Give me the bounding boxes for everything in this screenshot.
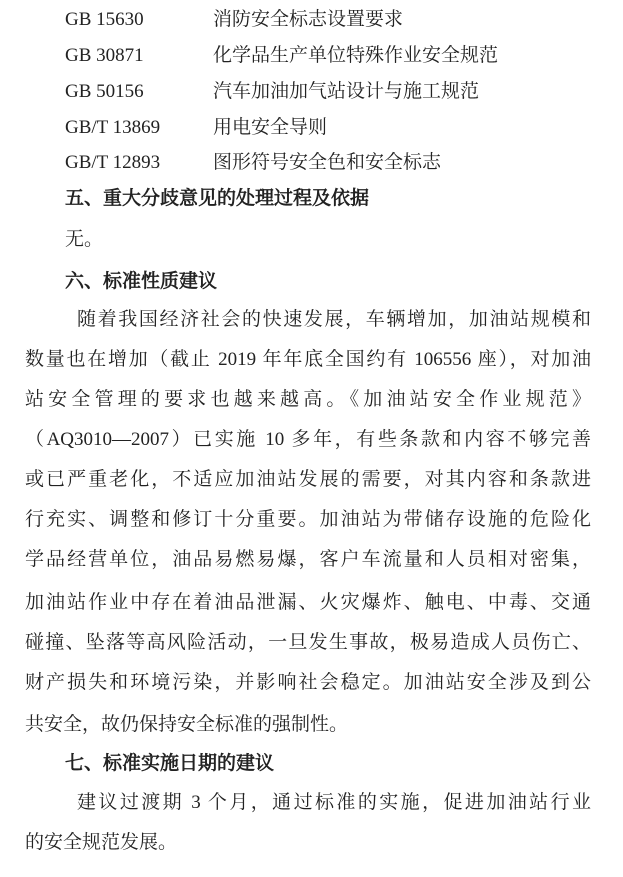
paragraph-line: 共安全，故仍保持安全标准的强制性。 bbox=[25, 714, 349, 735]
standard-code: GB/T 13869 bbox=[65, 117, 161, 138]
paragraph-line: 财产损失和环境污染，并影响社会稳定。加油站安全涉及到公 bbox=[25, 672, 591, 693]
paragraph-line: 数量也在增加（截止 2019 年年底全国约有 106556 座），对加油 bbox=[25, 349, 591, 370]
section-5-heading: 五、重大分歧意见的处理过程及依据 bbox=[65, 187, 370, 209]
paragraph-line: 学品经营单位，油品易燃易爆，客户车流量和人员相对密集， bbox=[25, 549, 591, 570]
paragraph-line: 站安全管理的要求也越来越高。《加油站安全作业规范》 bbox=[25, 389, 591, 410]
standard-title: 汽车加油加气站设计与施工规范 bbox=[213, 81, 480, 102]
paragraph-line: 加油站作业中存在着油品泄漏、火灾爆炸、触电、中毒、交通 bbox=[25, 592, 591, 613]
paragraph-line: 碰撞、坠落等高风险活动，一旦发生事故，极易造成人员伤亡、 bbox=[25, 632, 591, 653]
standard-title: 消防安全标志设置要求 bbox=[213, 9, 404, 30]
paragraph-line: （AQ3010—2007）已实施 10 多年，有些条款和内容不够完善 bbox=[25, 429, 591, 450]
standard-code: GB 50156 bbox=[65, 81, 144, 102]
standard-title: 图形符号安全色和安全标志 bbox=[213, 152, 442, 173]
section-7-heading: 七、标准实施日期的建议 bbox=[65, 752, 275, 774]
paragraph-line: 建议过渡期 3 个月，通过标准的实施，促进加油站行业 bbox=[77, 792, 591, 813]
standard-code: GB/T 12893 bbox=[65, 152, 161, 173]
paragraph-line: 随着我国经济社会的快速发展，车辆增加，加油站规模和 bbox=[77, 309, 591, 330]
section-6-heading: 六、标准性质建议 bbox=[65, 270, 218, 292]
standard-title: 用电安全导则 bbox=[213, 117, 328, 138]
standard-code: GB 15630 bbox=[65, 9, 144, 30]
standard-title: 化学品生产单位特殊作业安全规范 bbox=[213, 45, 499, 66]
standard-code: GB 30871 bbox=[65, 45, 144, 66]
section-5-body: 无。 bbox=[65, 229, 104, 250]
paragraph-line: 的安全规范发展。 bbox=[25, 832, 178, 853]
paragraph-line: 或已严重老化，不适应加油站发展的需要，对其内容和条款进 bbox=[25, 469, 591, 490]
paragraph-line: 行充实、调整和修订十分重要。加油站为带储存设施的危险化 bbox=[25, 509, 591, 530]
